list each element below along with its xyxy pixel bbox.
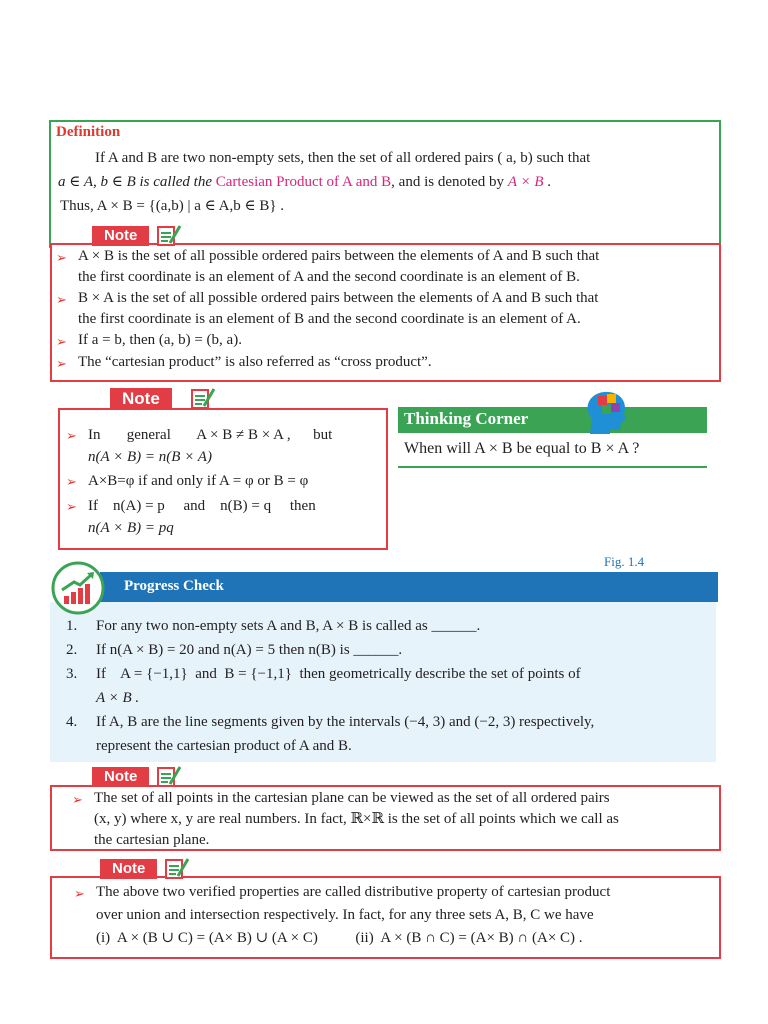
note-1-list xyxy=(56,246,716,374)
note-1-item-3: If a = b, then (a, b) = (b, a). xyxy=(78,332,242,348)
progress-item-2-text: If n(A × B) = 20 and n(A) = 5 then n(B) is ______. xyxy=(96,642,403,658)
a-cross-b-symbol: A × B xyxy=(507,174,544,190)
progress-item-3-line-2: A × B . xyxy=(96,690,140,706)
progress-item-number: 1. xyxy=(66,618,78,634)
definition-line-2-mid: , and is denoted by xyxy=(391,174,508,190)
bullet-arrow-icon: ➢ xyxy=(66,428,77,443)
note-1-item xyxy=(56,246,716,288)
progress-item xyxy=(66,614,712,638)
thinking-corner-question: When will A × B be equal to B × A ? xyxy=(404,440,640,457)
note-3-line-3: the cartesian plane. xyxy=(94,832,210,848)
note-1-item-1-line-2: the first coordinate is an element of A and the second coordinate is an element of B. xyxy=(78,269,580,285)
note-2-item-3-line-2: n(A × B) = pq xyxy=(88,520,174,536)
progress-item xyxy=(66,638,712,662)
note-2-item-1-line-1: In general A × B ≠ B × A , but xyxy=(88,427,333,443)
note-4-line-1: The above two verified properties are called distributive property of cartesian product xyxy=(96,884,611,900)
cartesian-product-highlight: Cartesian Product of A and B xyxy=(215,174,392,190)
thinking-head-icon xyxy=(580,386,632,438)
note-1-item xyxy=(56,330,716,352)
thinking-corner-underline xyxy=(398,466,707,468)
progress-item-4-line-1: If A, B are the line segments given by the intervals (−4, 3) and (−2, 3) respectively, xyxy=(96,714,595,730)
note-pad-icon xyxy=(156,764,182,788)
definition-line-2 xyxy=(58,170,551,194)
definition-line-3: Thus, A × B = {(a,b) | a ∈ A,b ∈ B} . xyxy=(60,198,285,214)
definition-line-1: If A and B are two non-empty sets, then the set of all ordered pairs ( a, b) such that xyxy=(95,150,591,166)
definition-line-2-start: a ∈ A, b ∈ B is called the xyxy=(58,174,216,190)
progress-item-number: 2. xyxy=(66,642,78,658)
bullet-arrow-icon: ➢ xyxy=(66,474,77,489)
note-4-line-2: over union and intersection respectively. In fact, for any three sets A, B, C we have xyxy=(96,907,594,923)
thinking-corner-title: Thinking Corner xyxy=(404,409,529,428)
figure-label: Fig. 1.4 xyxy=(604,554,645,569)
note-2-item xyxy=(66,495,388,539)
note-1-item xyxy=(56,352,716,374)
note-3-line-2: (x, y) where x, y are real numbers. In fact, ℝ×ℝ is the set of all points which we call as xyxy=(94,811,619,827)
bullet-arrow-icon: ➢ xyxy=(74,886,85,901)
note-pad-icon xyxy=(190,386,216,410)
progress-item-number: 4. xyxy=(66,714,78,730)
progress-check-list xyxy=(66,614,712,758)
note-tag-4: Note xyxy=(100,859,157,879)
note-1-item-2-line-2: the first coordinate is an element of B and the second coordinate is an element of A. xyxy=(78,311,581,327)
bullet-arrow-icon: ➢ xyxy=(56,250,67,265)
note-pad-icon xyxy=(164,856,190,880)
note-4-line-3: (i) A × (B ∪ C) = (A× B) ∪ (A × C) (ii) A × (B ∩ C) = (A× B) ∩ (A× C) . xyxy=(96,930,583,946)
note-2-item xyxy=(66,468,388,495)
bullet-arrow-icon: ➢ xyxy=(72,792,83,807)
note-2-item xyxy=(66,424,388,468)
bullet-arrow-icon: ➢ xyxy=(66,499,77,514)
progress-check-title: Progress Check xyxy=(124,578,224,594)
note-3-item xyxy=(72,788,718,851)
bullet-arrow-icon: ➢ xyxy=(56,356,67,371)
progress-item-1-text: For any two non-empty sets A and B, A × B is called as ______. xyxy=(96,618,481,634)
bullet-arrow-icon: ➢ xyxy=(56,292,67,307)
progress-item xyxy=(66,710,712,758)
note-pad-icon xyxy=(156,223,182,247)
note-tag-3: Note xyxy=(92,767,149,787)
note-tag-2: Note xyxy=(110,388,172,410)
progress-item xyxy=(66,662,712,710)
progress-chart-icon xyxy=(50,560,106,616)
note-1-item-4: The “cartesian product” is also referred as “cross product”. xyxy=(78,354,432,370)
bullet-arrow-icon: ➢ xyxy=(56,334,67,349)
note-2-item-1-line-2: n(A × B) = n(B × A) xyxy=(88,449,212,465)
note-1-item xyxy=(56,288,716,330)
definition-title: Definition xyxy=(56,124,121,140)
note-2-item-2: A×B=φ if and only if A = φ or B = φ xyxy=(88,473,309,489)
note-tag-1: Note xyxy=(92,226,149,246)
progress-item-number: 3. xyxy=(66,666,78,682)
note-3-line-1: The set of all points in the cartesian plane can be viewed as the set of all ordered pairs xyxy=(94,790,610,806)
progress-item-3-line-1: If A = {−1,1} and B = {−1,1} then geometrically describe the set of points of xyxy=(96,666,581,682)
note-2-item-3-line-1: If n(A) = p and n(B) = q then xyxy=(88,498,316,514)
note-1-item-2-line-1: B × A is the set of all possible ordered pairs between the elements of A and B such that xyxy=(78,290,599,306)
note-1-item-1-line-1: A × B is the set of all possible ordered pairs between the elements of A and B such that xyxy=(78,248,600,264)
progress-item-4-line-2: represent the cartesian product of A and B. xyxy=(96,738,352,754)
note-2-list xyxy=(66,424,388,539)
definition-line-2-end: . xyxy=(543,174,551,190)
note-4-item xyxy=(74,881,720,950)
